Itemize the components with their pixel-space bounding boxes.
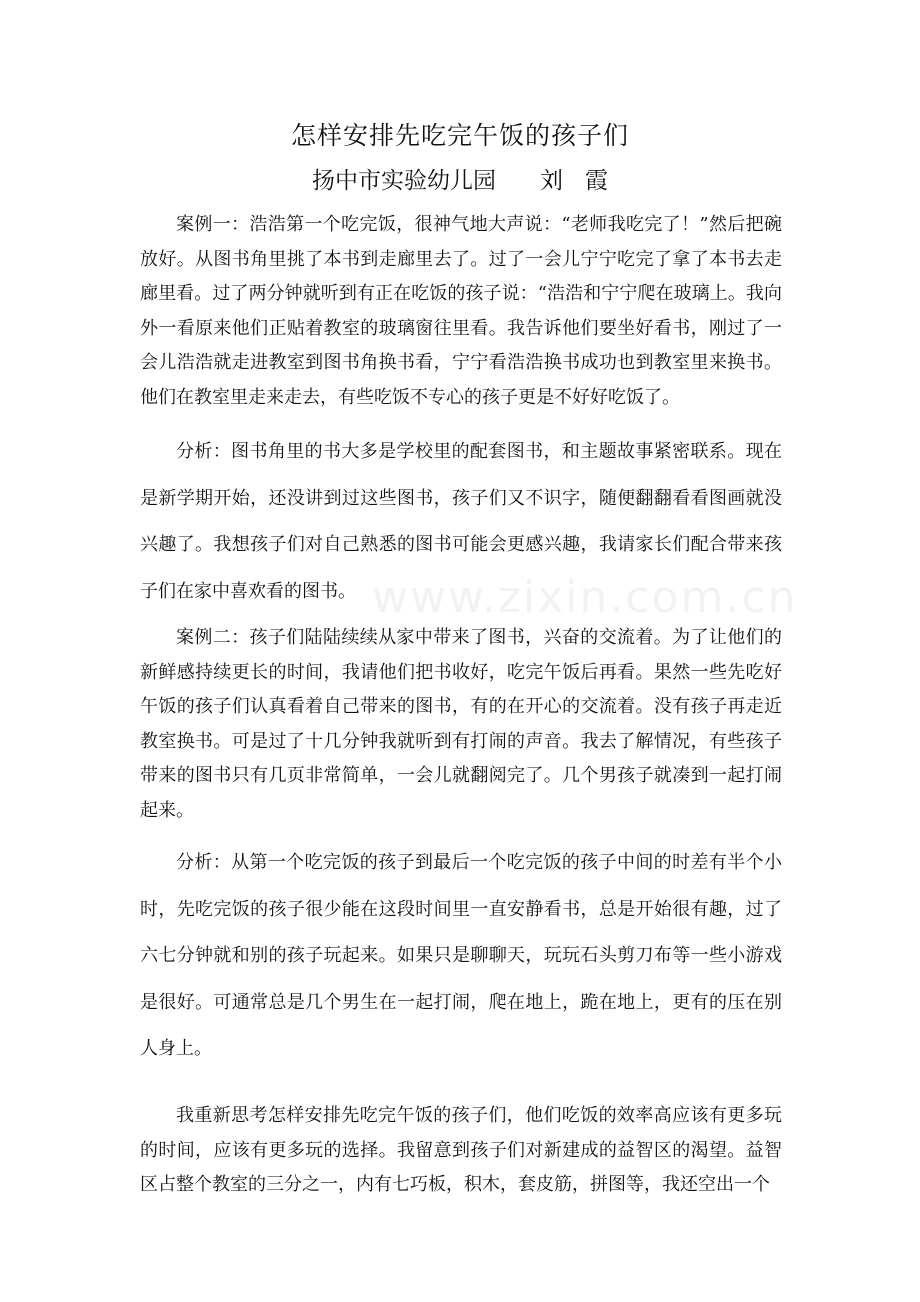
- paragraph-analysis-2: 分析：从第一个吃完饭的孩子到最后一个吃完饭的孩子中间的时差有半个小时，先吃完饭的孩子很少能在这段时间里一直安静看书，总是开始很有趣，过了六七分钟就和别的孩子玩起来。如果只是聊聊天，玩玩石头剪刀布等一些小游戏是很好。可通常总是几个男生在一起打闹，爬在地上，跪在地上，更有的压在别人身上。: [140, 852, 782, 1060]
- author-line: [0, 164, 920, 198]
- author-surname: 刘: [540, 168, 563, 194]
- paragraph-case-2: 案例二：孩子们陆陆续续从家中带来了图书，兴奋的交流着。为了让他们的新鲜感持续更长的时间，我请他们把书收好，吃完午饭后再看。果然一些先吃好午饭的孩子们认真看着自己带来的图书，有的在开心的交流着。没有孩子再走近教室换书。可是过了十几分钟我就听到有打闹的声音。我去了解情况，有些孩子带来的图书只有几页非常简单，一会儿就翻阅完了。几个男孩子就凑到一起打闹起来。: [140, 627, 782, 821]
- author-org: 扬中市实验幼儿园: [312, 168, 496, 194]
- paragraph-analysis-1: 分析：图书角里的书大多是学校里的配套图书，和主题故事紧密联系。现在是新学期开始，还没讲到过这些图书，孩子们又不识字，随便翻翻看看图画就没兴趣了。我想孩子们对自己熟悉的图书可能会更感兴趣，我请家长们配合带来孩子们在家中喜欢看的图书。: [140, 441, 782, 602]
- watermark: www.zixin.com.cn: [372, 572, 798, 623]
- author-given-name: 霞: [585, 168, 608, 194]
- paragraph-reflection: 我重新思考怎样安排先吃完午饭的孩子们，他们吃饭的效率高应该有更多玩的时间，应该有更多玩的选择。我留意到孩子们对新建成的益智区的渴望。益智区占整个教室的三分之一，内有七巧板，积木，套皮筋，拼图等，我还空出一个: [140, 1105, 782, 1196]
- paragraph-case-1: 案例一：浩浩第一个吃完饭，很神气地大声说：“老师我吃完了！”然后把碗放好。从图书角里挑了本书到走廊里去了。过了一会儿宁宁吃完了拿了本书去走廊里看。过了两分钟就听到有正在吃饭的孩子说：“浩浩和宁宁爬在玻璃上。我向外一看原来他们正贴着教室的玻璃窗往里看。我告诉他们要坐好看书，刚过了一会儿浩浩就走进教室到图书角换书看，宁宁看浩浩换书成功也到教室里来换书。他们在教室里走来走去，有些吃饭不专心的孩子更是不好好吃饭了。: [140, 214, 782, 408]
- document-title: 怎样安排先吃完午饭的孩子们: [290, 121, 629, 150]
